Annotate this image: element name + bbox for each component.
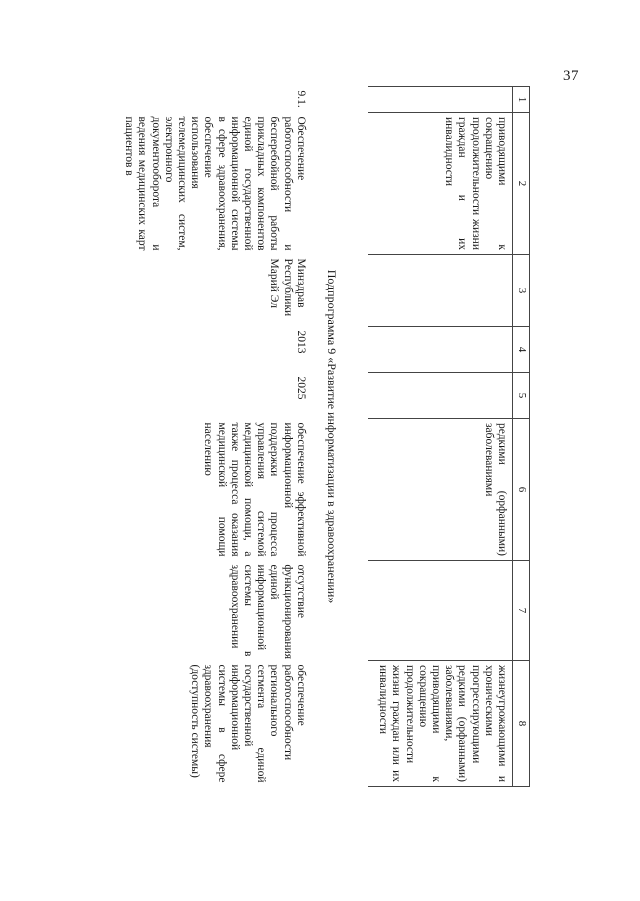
cont-cell-4	[368, 327, 513, 373]
header-cell-7: 7	[513, 561, 530, 661]
row-9-1-measure: Обеспечение работоспособности и бесперебойной работы прикладных компонентов единой государственной информационной системы в сфере здравоохранения, обеспечение использования телемедицинских систем, электронного документооборота и ведения медицинских карт пациентов в	[123, 116, 307, 251]
rotated-table-wrapper	[90, 86, 530, 786]
header-cell-3: 3	[513, 255, 530, 327]
program-table	[122, 86, 530, 787]
subprogram-row	[311, 87, 368, 787]
cont-cell-1	[368, 87, 513, 113]
subprogram-title: Подпрограмма 9 «Развитие информатизации в здравоохранении»	[325, 269, 339, 604]
row-9-1-number: 9.1.	[294, 90, 307, 108]
cont-cell-6: редкими (орфанными) заболеваниями	[368, 419, 513, 561]
cont-cell-7	[368, 561, 513, 661]
row-9-1-consequences: отсутствие функционирования единой информационной системы в здравоохранении	[228, 564, 307, 660]
row-9-1-end-year: 2025	[294, 376, 307, 400]
row-9-1-expected-result: обеспечение эффективной информационной поддержки процесса управления системой медицинской помощи, а также процесса оказания медицинской помощи населению	[202, 422, 307, 557]
continuation-row	[368, 87, 513, 787]
header-cell-8: 8	[513, 661, 530, 787]
row-9-1-executor: Минздрав Республики Марий Эл	[268, 258, 307, 317]
header-cell-4: 4	[513, 327, 530, 373]
row-9-1-start-year: 2013	[294, 330, 307, 354]
cont-cell-3	[368, 255, 513, 327]
page-number: 37	[563, 68, 579, 84]
table-row-9-1	[122, 87, 311, 787]
header-row	[513, 87, 530, 787]
header-cell-6: 6	[513, 419, 530, 561]
cont-cell-5	[368, 373, 513, 419]
cont-cell-2: приводящими к сокращению продолжительности жизни граждан и их инвалидности	[368, 113, 513, 255]
cont-cell-8: жизнеугрожающими и хроническими прогрессирующими редкими (орфанными) заболеваниями, приводящими к сокращению продолжительности жизни граждан или их инвалидности	[368, 661, 513, 787]
header-cell-2: 2	[513, 113, 530, 255]
header-cell-1: 1	[513, 87, 530, 113]
row-9-1-indicators: обеспечение работоспособности регионального сегмента единой государственной информационной системы в сфере здравоохранения (доступность системы)	[189, 664, 307, 783]
header-cell-5: 5	[513, 373, 530, 419]
